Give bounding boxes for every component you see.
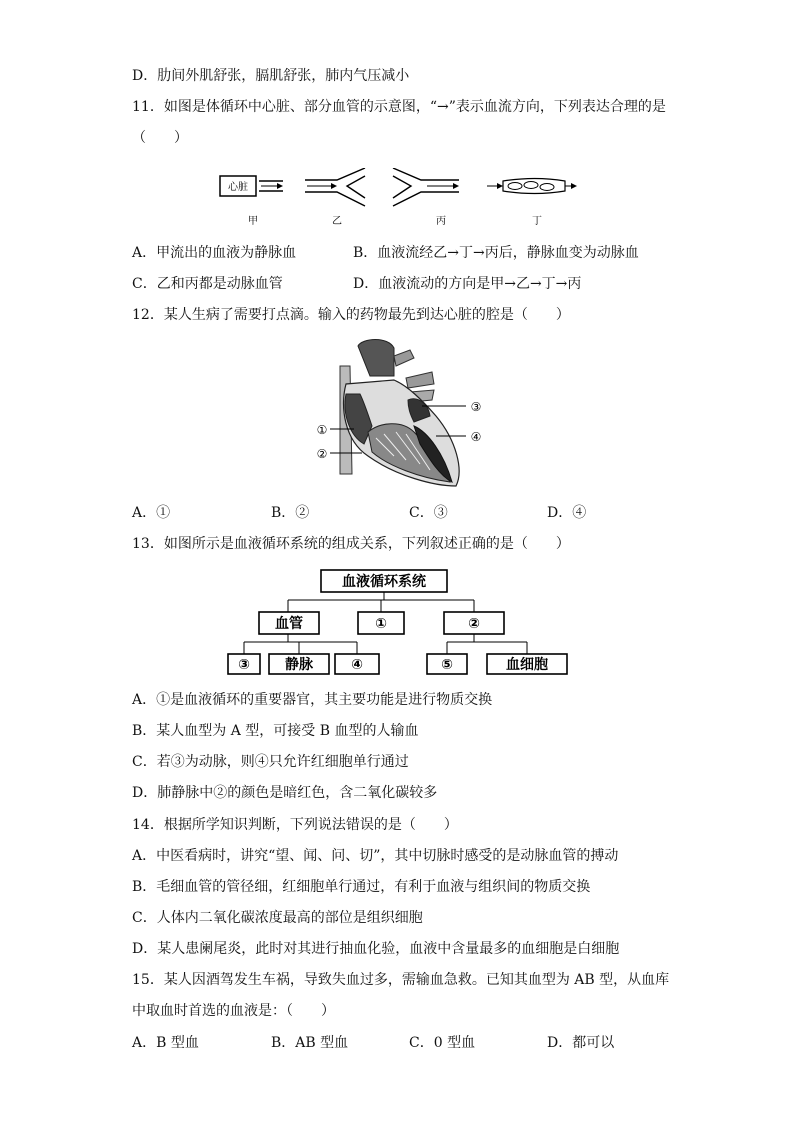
q11-option-d[interactable]: D．血液流动的方向是甲→乙→丁→丙 bbox=[353, 276, 582, 292]
q13-option-d[interactable]: D．肺静脉中②的颜色是暗红色，含二氧化碳较多 bbox=[132, 785, 438, 801]
q13-stem: 13．如图所示是血液循环系统的组成关系，下列叙述正确的是（ ） bbox=[132, 536, 570, 552]
node-root-label: 血液循环系统 bbox=[342, 574, 426, 590]
q12-option-b[interactable]: B．② bbox=[271, 505, 310, 521]
q15-option-a[interactable]: A．B 型血 bbox=[132, 1035, 199, 1051]
q10-option-d: D．肋间外肌舒张，膈肌舒张，肺内气压减小 bbox=[132, 68, 410, 84]
node-blood-cell-label: 血细胞 bbox=[506, 657, 548, 673]
heart-label-4: ④ bbox=[470, 430, 482, 444]
node-4-label: ④ bbox=[351, 657, 363, 673]
q14-option-c[interactable]: C．人体内二氧化碳浓度最高的部位是组织细胞 bbox=[132, 910, 423, 926]
label-ding: 丁 bbox=[532, 216, 542, 227]
q13-option-a[interactable]: A．①是血液循环的重要器官，其主要功能是进行物质交换 bbox=[132, 692, 493, 708]
q11-option-a[interactable]: A．甲流出的血液为静脉血 bbox=[132, 245, 297, 261]
q13-option-b[interactable]: B．某人血型为 A 型，可接受 B 血型的人输血 bbox=[132, 723, 419, 739]
heart-label-1: ① bbox=[316, 423, 328, 437]
q15-option-b[interactable]: B．AB 型血 bbox=[271, 1035, 349, 1051]
q12-heart-figure bbox=[310, 336, 490, 488]
q14-option-b[interactable]: B．毛细血管的管径细，红细胞单行通过，有利于血液与组织间的物质交换 bbox=[132, 879, 591, 895]
q11-vessel-figure bbox=[215, 168, 585, 230]
node-vein-label: 静脉 bbox=[285, 657, 313, 673]
q15-option-d[interactable]: D．都可以 bbox=[547, 1035, 615, 1051]
q14-option-a[interactable]: A．中医看病时，讲究“望、闻、问、切”，其中切脉时感受的是动脉血管的搏动 bbox=[132, 848, 619, 864]
q14-option-d[interactable]: D．某人患阑尾炎，此时对其进行抽血化验，血液中含量最多的血细胞是白细胞 bbox=[132, 941, 620, 957]
heart-label-2: ② bbox=[316, 447, 328, 461]
q15-stem-line2: 中取血时首选的血液是：（ ） bbox=[132, 1003, 335, 1019]
q15-option-c[interactable]: C．0 型血 bbox=[409, 1035, 476, 1051]
q13-option-c[interactable]: C．若③为动脉，则④只允许红细胞单行通过 bbox=[132, 754, 409, 770]
node-1-label: ① bbox=[375, 616, 387, 632]
label-bing: 丙 bbox=[436, 216, 446, 227]
node-2-label: ② bbox=[468, 616, 480, 632]
q12-stem: 12．某人生病了需要打点滴。输入的药物最先到达心脏的腔是（ ） bbox=[132, 307, 570, 323]
q12-option-a[interactable]: A．① bbox=[132, 505, 171, 521]
q13-tree-diagram bbox=[225, 568, 575, 678]
q11-stem: 11．如图是体循环中心脏、部分血管的示意图，“→”表示血流方向，下列表达合理的是 bbox=[132, 99, 666, 115]
heart-label-3: ③ bbox=[470, 400, 482, 414]
label-jia: 甲 bbox=[248, 216, 258, 227]
node-blood-vessel-label: 血管 bbox=[275, 616, 303, 632]
heart-box-label: 心脏 bbox=[228, 182, 248, 193]
q14-stem: 14．根据所学知识判断，下列说法错误的是（ ） bbox=[132, 817, 458, 833]
label-yi: 乙 bbox=[332, 216, 342, 227]
node-3-label: ③ bbox=[238, 657, 250, 673]
q15-stem: 15．某人因酒驾发生车祸，导致失血过多，需输血急救。已知其血型为 AB 型，从血库 bbox=[132, 972, 670, 988]
q12-option-c[interactable]: C．③ bbox=[409, 505, 448, 521]
q11-option-b[interactable]: B．血液流经乙→丁→丙后，静脉血变为动脉血 bbox=[353, 245, 639, 261]
q11-option-c[interactable]: C．乙和丙都是动脉血管 bbox=[132, 276, 283, 292]
node-5-label: ⑤ bbox=[441, 657, 453, 673]
q12-option-d[interactable]: D．④ bbox=[547, 505, 587, 521]
q11-stem-paren: （ ） bbox=[132, 130, 188, 146]
